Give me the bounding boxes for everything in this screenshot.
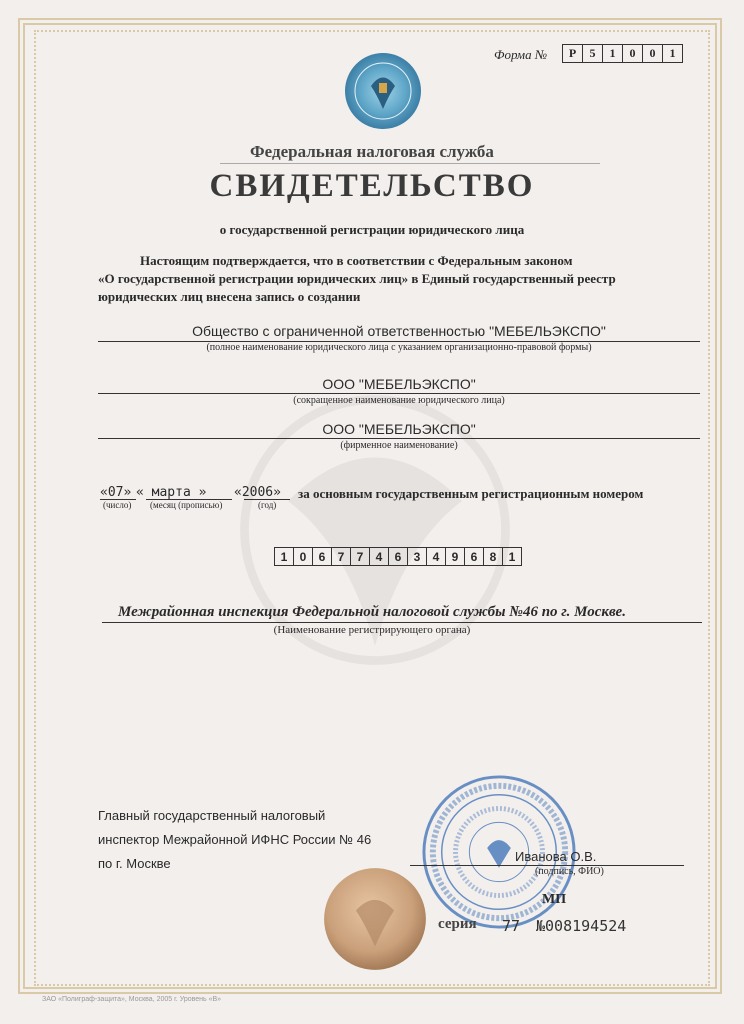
short-name-caption: (сокращенное наименование юридического лица) (293, 395, 505, 406)
registering-authority: Межрайонная инспекция Федеральной налоговой службы №46 по г. Москве. (118, 604, 626, 620)
short-name-value: ООО "МЕБЕЛЬЭКСПО" (322, 376, 476, 392)
form-code-cell: 5 (583, 45, 603, 62)
hologram-emblem-icon (343, 51, 423, 131)
date-month-caption: (месяц (прописью) (150, 500, 223, 510)
full-name-caption: (полное наименование юридического лица с указанием организационно-правовой формы) (206, 342, 592, 353)
form-label: Форма № (494, 47, 548, 62)
date-year: «2006» (234, 485, 281, 500)
brand-name-caption: (фирменное наименование) (340, 440, 458, 451)
ogrn-digit: 4 (427, 548, 446, 565)
printer-footer: ЗАО «Полиграф-защита», Москва, 2005 г. Уровень «В» (42, 996, 222, 1003)
form-code-cell: 0 (643, 45, 663, 62)
ogrn-digit: 0 (294, 548, 313, 565)
signature-caption: (подпись, ФИО) (535, 866, 604, 877)
date-year-caption: (год) (258, 500, 277, 510)
ogrn-digit: 7 (332, 548, 351, 565)
registering-authority-caption: (Наименование регистрирующего органа) (273, 624, 471, 636)
form-code (562, 44, 683, 63)
ogrn-digit: 6 (389, 548, 408, 565)
date-day: «07» (100, 485, 132, 500)
series-label: серия (438, 916, 477, 932)
ogrn-digit: 7 (351, 548, 370, 565)
ogrn-digit: 6 (313, 548, 332, 565)
certificate-number: №008194524 (536, 917, 627, 935)
brand-name-value: ООО "МЕБЕЛЬЭКСПО" (322, 421, 476, 437)
field-line (98, 393, 700, 394)
form-code-cell: 0 (623, 45, 643, 62)
form-code-cell: 1 (669, 46, 676, 60)
date-registration-text: за основным государственным регистрационным номером (298, 486, 644, 501)
ogrn-digit: 6 (465, 548, 484, 565)
form-code-cell: Р (563, 45, 583, 62)
full-name-value: Общество с ограниченной ответственностью "МЕБЕЛЬЭКСПО" (192, 323, 606, 339)
intro-line: Настоящим подтверждается, что в соответствии с Федеральным законом (140, 253, 573, 268)
field-line (102, 622, 702, 623)
page-subtitle: о государственной регистрации юридического лица (219, 222, 525, 237)
ogrn-digit: 1 (508, 549, 516, 564)
date-day-caption: (число) (103, 500, 132, 510)
signatory-line: по г. Москве (98, 856, 171, 871)
signatory-line: Главный государственный налоговый (98, 808, 326, 823)
ogrn-digit: 8 (484, 548, 503, 565)
signatory-line: инспектор Межрайонной ИФНС России № 46 (98, 832, 372, 847)
ogrn-digit: 9 (446, 548, 465, 565)
intro-line: «О государственной регистрации юридических лиц» в Единый государственный реестр (98, 271, 616, 286)
ogrn-number (274, 547, 522, 566)
intro-line: юридических лиц внесена запись о создании (98, 289, 361, 304)
signatory-name: Иванова О.В. (515, 849, 597, 864)
intro-paragraph (98, 252, 708, 306)
page-title: СВИДЕТЕЛЬСТВО (209, 168, 535, 204)
seal-place-label: МП (542, 892, 567, 907)
gold-seal-icon (322, 866, 428, 972)
series-code: 77 (502, 917, 521, 935)
form-code-cell: 1 (603, 45, 623, 62)
ogrn-digit: 1 (275, 548, 294, 565)
date-month: « марта » (136, 485, 207, 500)
ogrn-digit: 4 (370, 548, 389, 565)
agency-name: Федеральная налоговая служба (250, 142, 494, 161)
divider (220, 163, 600, 164)
ogrn-digit: 3 (408, 548, 427, 565)
field-line (98, 438, 700, 439)
